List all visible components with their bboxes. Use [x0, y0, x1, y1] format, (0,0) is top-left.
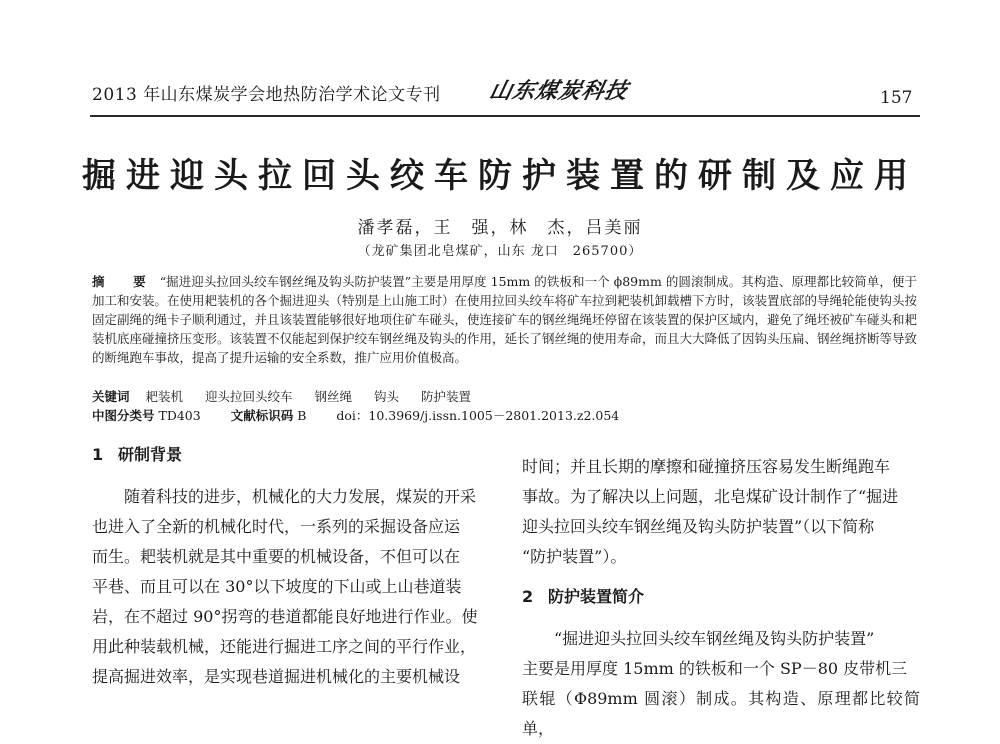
left-column — [92, 440, 490, 692]
body-line: “掘进迎头拉回头绞车钢丝绳及钩头防护装置” — [554, 629, 875, 648]
keyword: 耙装机 — [145, 389, 184, 404]
right-column — [522, 452, 920, 744]
section-title: 防护装置简介 — [548, 587, 645, 606]
header-divider — [90, 115, 920, 117]
classification-line — [92, 406, 619, 424]
body-line: 而生。耙装机就是其中重要的机械设备，不但可以在 — [92, 547, 461, 566]
paper-title: 掘进迎头拉回头绞车防护装置的研制及应用 — [82, 156, 918, 196]
body-line: 岩，在不超过 90°拐弯的巷道都能良好地进行作业。使 — [92, 607, 478, 626]
keywords-label: 关键词 — [92, 389, 130, 404]
section-heading-1 — [92, 440, 490, 470]
body-line: 提高掘进效率，是实现巷道掘进机械化的主要机械设 — [92, 667, 461, 686]
author-affiliation: （龙矿集团北皂煤矿，山东 龙口 265700） — [357, 244, 643, 259]
keyword: 钩头 — [374, 389, 400, 404]
body-line: 时间；并且长期的摩擦和碰撞挤压容易发生断绳跑车 — [522, 457, 891, 476]
abstract-label: 摘 要 — [92, 274, 154, 289]
body-line: 随着科技的进步，机械化的大力发展，煤炭的开采 — [124, 487, 477, 506]
journal-logo: 山东煤炭科技 — [486, 78, 631, 104]
section-title: 研制背景 — [118, 445, 183, 464]
clc-value: TD403 — [158, 408, 201, 423]
section-heading-2 — [522, 582, 920, 612]
section-number: 1 — [92, 445, 104, 464]
keyword: 迎头拉回头绞车 — [205, 389, 293, 404]
body-line: 也进入了全新的机械化时代，一系列的采掘设备应运 — [92, 517, 461, 536]
body-line: 平巷、而且可以在 30°以下坡度的下山或上山巷道装 — [92, 577, 462, 596]
doc-code-value: B — [297, 408, 307, 423]
clc-label: 中图分类号 — [92, 408, 155, 423]
page-number: 157 — [880, 88, 913, 108]
body-line: 联辊（Φ89mm 圆滚）制成。其构造、原理都比较简单， — [522, 689, 920, 738]
doi: doi：10.3969/j.issn.1005－2801.2013.z2.054 — [336, 408, 620, 423]
doc-code-label: 文献标识码 — [230, 408, 294, 423]
body-line: “防护装置”）。 — [522, 547, 627, 566]
keywords — [92, 387, 489, 405]
abstract — [92, 272, 917, 367]
body-line: 事故。为了解决以上问题，北皂煤矿设计制作了“掘进 — [522, 487, 899, 506]
keyword: 防护装置 — [421, 389, 472, 404]
body-line: 迎头拉回头绞车钢丝绳及钩头防护装置”（以下简称 — [522, 517, 875, 536]
abstract-text: “掘进迎头拉回头绞车钢丝绳及钩头防护装置”主要是用厚度 15mm 的铁板和一个 ϕ89mm 的圆滚制成。其构造、原理都比较简单，便于加工和安装。在使用耙装机的各个掘进迎头（特别是上山施工时）在使用拉回头绞车将矿车拉到耙装机卸载槽下方时，该装置底部的导绳轮能使钩头按固定副绳的绳卡子顺利通过，并且该装置能够很好地项住矿车碰头，使连接矿车的钢丝绳绳坯停留在该装置的保护区域内，避免了绳坯被矿车碰头和耙装机底座碰撞挤压变形。该装置不仅能起到保护绞车钢丝绳及钩头的作用，延长了钢丝绳的使用寿命，而且大大降低了因钩头压扁、钢丝绳挤断等导致的断绳跑车事故，提高了提升运输的安全系数，推广应用价值极高。 — [92, 274, 918, 365]
body-line: 用此种装载机械，还能进行掘进工序之间的平行作业， — [92, 637, 477, 656]
keyword: 钢丝绳 — [314, 389, 353, 404]
body-line: 主要是用厚度 15mm 的铁板和一个 SP－80 皮带机三 — [522, 659, 908, 678]
section-number: 2 — [522, 587, 534, 606]
author-list: 潘孝磊，王 强，林 杰，吕美丽 — [357, 218, 643, 238]
journal-header: 2013 年山东煤炭学会地热防治学术论文专刊 — [92, 85, 441, 105]
